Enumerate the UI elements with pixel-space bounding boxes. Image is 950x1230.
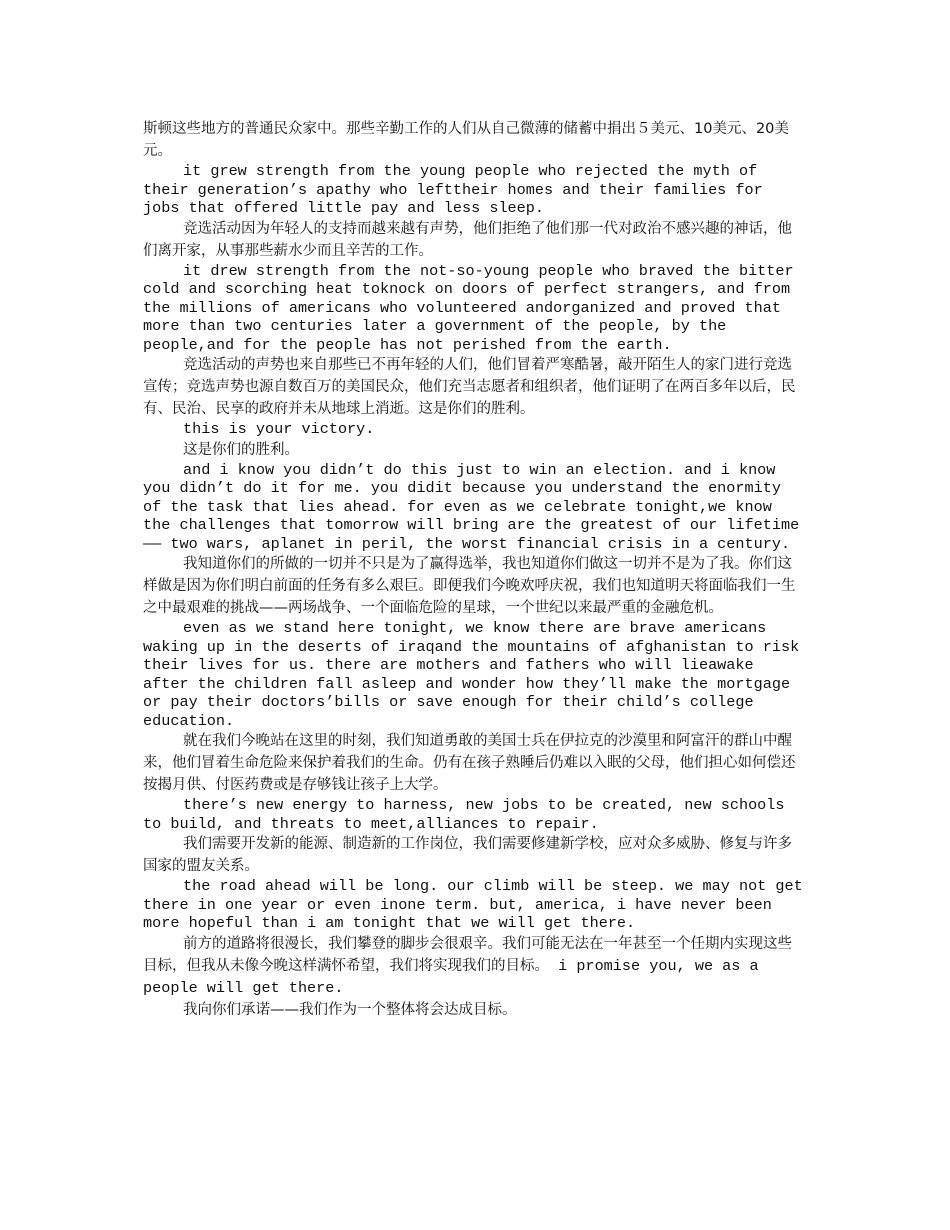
paragraph-zh-5: 我知道你们的所做的一切并不只是为了赢得选举，我也知道你们做这一切并不是为了我。你们这样做是因为你们明白前面的任务有多么艰巨。即便我们今晚欢呼庆祝，我们也知道明天将面临我们一生之中最艰难的挑战——两场战争、一个面临危险的星球，一个世纪以来最严重的金融危机。	[143, 556, 796, 616]
paragraph-en-4: and i know you didn’t do this just to win an election. and i know you didn’t do it for me. you didit because you understand the enormity of the task that lies ahead. for even as we celebrate tonight,we know the challenges that tomorrow will bring are the greatest of our lifetime —— two wars, aplanet in peril, the worst financial crisis in a century.	[143, 460, 800, 553]
paragraph-zh-7: 我们需要开发新的能源、制造新的工作岗位，我们需要修建新学校，应对众多威胁、修复与许多国家的盟友关系。	[143, 836, 792, 874]
paragraph-zh-8-inline-en: i promise you, we as a people will get there.	[143, 956, 759, 997]
paragraph-zh-9: 我向你们承诺——我们作为一个整体将会达成目标。	[183, 1001, 517, 1018]
paragraph-zh-4: 这是你们的胜利。	[183, 441, 299, 458]
paragraph-en-1: it grew strength from the young people who rejected the myth of their generation’s apathy who lefttheir homes and their families for jobs that offered little pay and less sleep.	[143, 162, 763, 217]
paragraph-zh-2: 竞选活动因为年轻人的支持而越来越有声势，他们拒绝了他们那一代对政治不感兴趣的神话，他们离开家，从事那些薪水少而且辛苦的工作。	[143, 220, 792, 259]
paragraph-en-6: there’s new energy to harness, new jobs to be created, new schools to build, and threats to meet,alliances to repair.	[143, 796, 785, 833]
paragraph-zh-6: 就在我们今晚站在这里的时刻，我们知道勇敢的美国士兵在伊拉克的沙漠里和阿富汗的群山中醒来，他们冒着生命危险来保护着我们的生命。仍有在孩子熟睡后仍难以入眠的父母，他们担心如何偿还按揭月供、付医药费或是存够钱让孩子上大学。	[143, 733, 796, 793]
paragraph-en-3: this is your victory.	[183, 420, 375, 438]
paragraph-zh-8-text: 前方的道路将很漫长，我们攀登的脚步会很艰辛。我们可能无法在一年甚至一个任期内实现这些目标，但我从未像今晚这样满怀希望，我们将实现我们的目标。	[143, 935, 792, 974]
paragraph-en-7: the road ahead will be long. our climb will be steep. we may not get there in one year or even inone term. but, america, i have never been more hopeful than i am tonight that we will get there.	[143, 877, 803, 932]
paragraph-zh-8	[143, 933, 803, 999]
paragraph-zh-1: 斯顿这些地方的普通民众家中。那些辛勤工作的人们从自己微薄的储蓄中捐出５美元、10美元、20美元。	[143, 121, 789, 159]
document-page	[143, 118, 803, 1021]
paragraph-en-5: even as we stand here tonight, we know there are brave americans waking up in the deserts of iraqand the mountains of afghanistan to risk their lives for us. there are mothers and fathers who will lieawake after the children fall asleep and wonder how they’ll make the mortgage or pay their doctors’bills or save enough for their child’s college education.	[143, 619, 800, 730]
paragraph-zh-3: 竞选活动的声势也来自那些已不再年轻的人们，他们冒着严寒酷暑，敲开陌生人的家门进行竞选宣传；竞选声势也源自数百万的美国民众，他们充当志愿者和组织者，他们证明了在两百多年以后，民有、民治、民享的政府并未从地球上消逝。这是你们的胜利。	[143, 357, 796, 417]
paragraph-en-2: it drew strength from the not-so-young people who braved the bitter cold and scorching heat toknock on doors of perfect strangers, and from the millions of americans who volunteered andorganized and proved that more than two centuries later a government of the people, by the people,and for the people has not perished from the earth.	[143, 261, 794, 354]
